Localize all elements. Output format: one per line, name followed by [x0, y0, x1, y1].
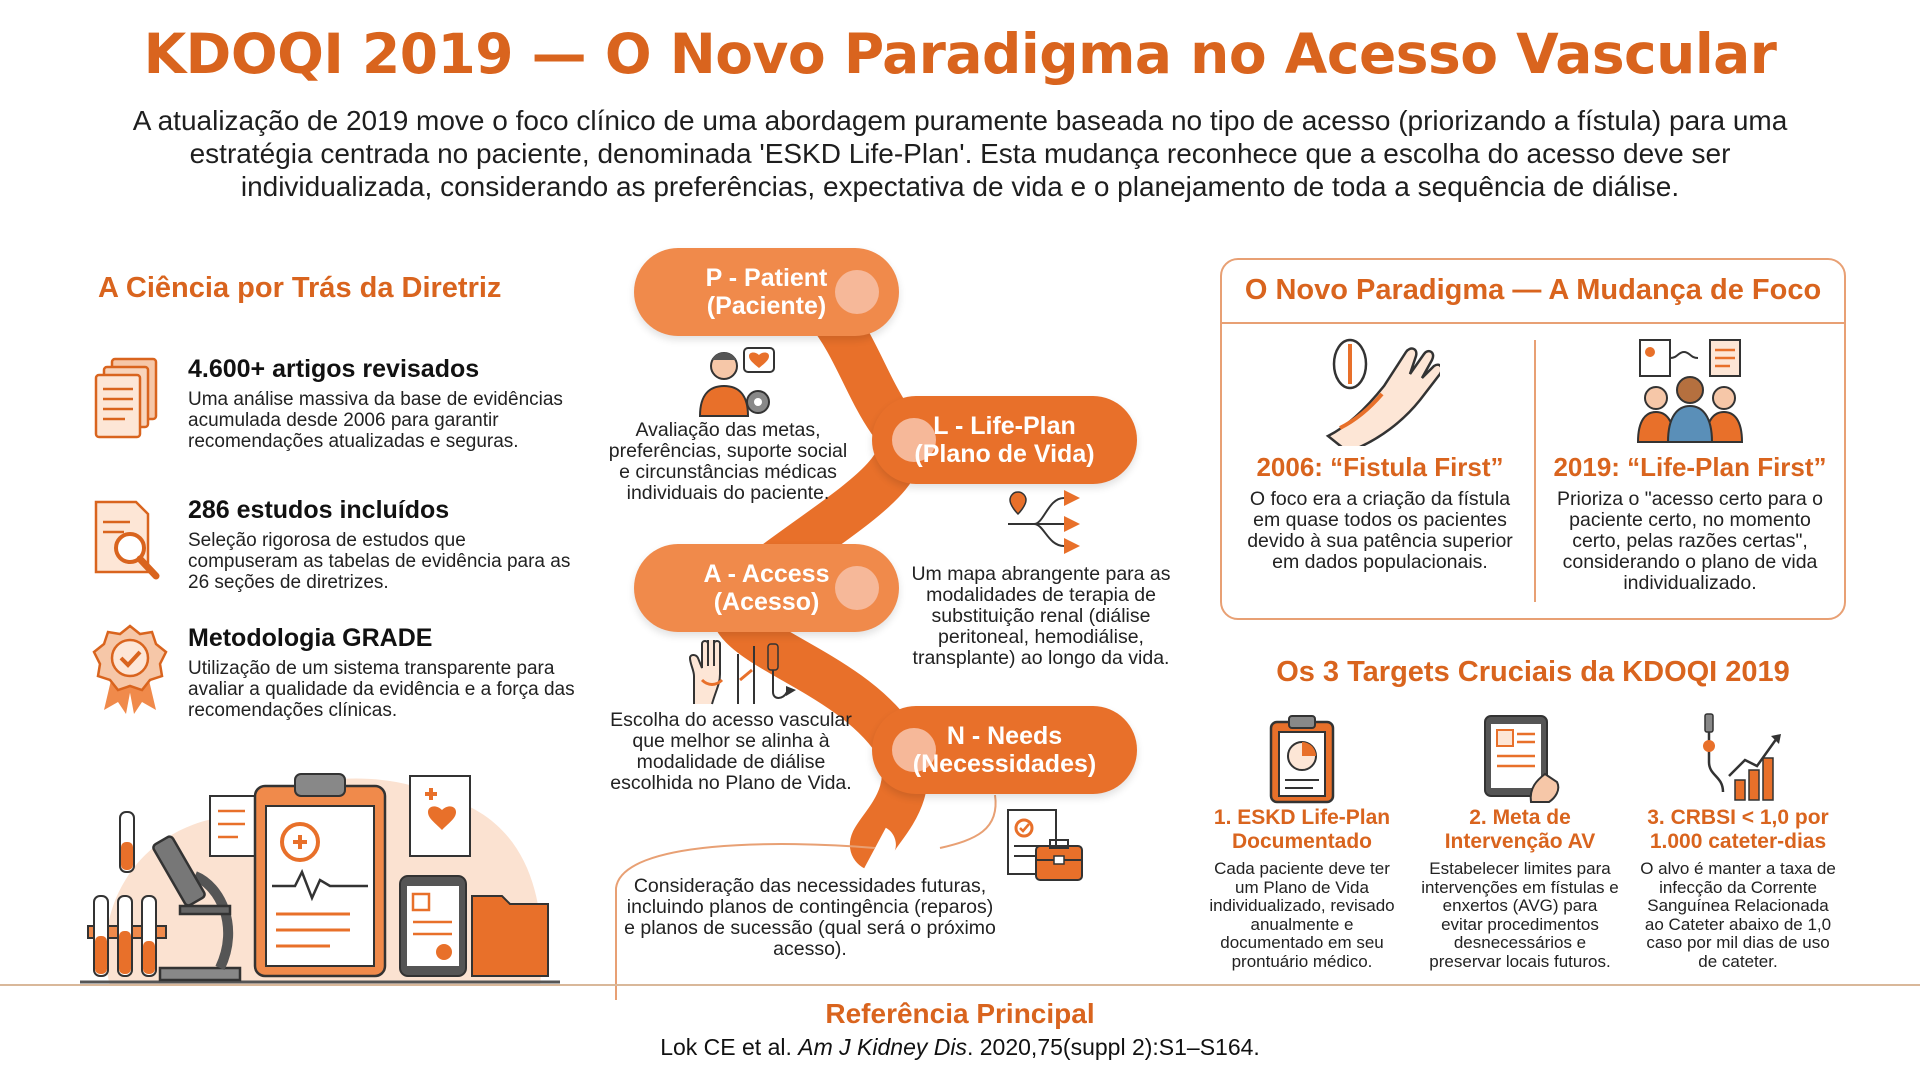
roadmap-icon [1004, 488, 1086, 558]
folder-icon [472, 896, 548, 976]
page-title: KDOQI 2019 — O Novo Paradigma no Acesso Vascular [143, 22, 1777, 86]
plan-step-text: Avaliação das metas, preferências, suporte social e circunstâncias médicas individuais do paciente. [608, 419, 848, 504]
lab-illustration [80, 756, 560, 986]
target-text: Estabelecer limites para intervenções em fístulas e enxertos (AVG) para evitar procedimentos desnecessários e preservar locais futuros. [1421, 859, 1619, 971]
plan-step-access [634, 544, 899, 632]
plan-step-needs [872, 706, 1137, 794]
target-av-intervention [1420, 712, 1620, 971]
plan-step-label: (Plano de Vida) [914, 440, 1095, 468]
plan-step-patient [634, 248, 899, 336]
paradigm-2006 [1230, 336, 1530, 573]
targets-heading: Os 3 Targets Cruciais da KDOQI 2019 [1276, 656, 1790, 688]
paradigm-2019-text: Prioriza o "acesso certo para o paciente certo, no momento certo, pelas razões certas", considerando o plano de vida individualizado. [1557, 488, 1823, 594]
vascular-access-icon [688, 640, 802, 706]
fact-title: Metodologia GRADE [188, 624, 433, 652]
tablet-record-icon [1475, 712, 1565, 804]
plan-step-label: (Paciente) [706, 292, 827, 320]
target-title: 3. CRBSI < 1,0 por 1.000 cateter-dias [1647, 806, 1829, 853]
plan-step-text: Consideração das necessidades futuras, incluindo planos de contingência (reparos) e planos de sucessão (qual será o próximo acesso). [624, 875, 996, 960]
reference-heading: Referência Principal [825, 998, 1095, 1029]
plan-step-label: (Necessidades) [912, 750, 1097, 778]
paradigm-panel [1220, 258, 1846, 620]
fact-grade [90, 624, 575, 754]
paradigm-2006-title: 2006: “Fistula First” [1256, 452, 1504, 482]
reference-details: . 2020,75(suppl 2):S1–S164. [966, 1034, 1260, 1060]
footer-divider [0, 984, 1920, 986]
plan-step-label: (Acesso) [713, 588, 820, 616]
paradigm-2019-title: 2019: “Life-Plan First” [1553, 452, 1827, 482]
fact-title: 4.600+ artigos revisados [188, 355, 480, 383]
plan-flow [600, 240, 1180, 1000]
reference-authors: Lok CE et al. [660, 1034, 799, 1060]
plan-step-label: L - Life-Plan [933, 412, 1076, 440]
tablet-icon [400, 876, 466, 976]
target-text: O alvo é manter a taxa de infecção da Corrente Sanguínea Relacionada ao Cateter abaixo de 1,0 caso por mil dias de uso de cateter. [1640, 859, 1836, 971]
paradigm-2006-text: O foco era a criação da fístula em quase todos os pacientes devido à sua patência superior em dados populacionais. [1247, 488, 1513, 573]
medical-clipboard-icon [255, 774, 385, 976]
heart-document-icon [410, 776, 470, 856]
fact-text: Uma análise massiva da base de evidências acumulada desde 2006 para garantir recomendações atualizadas e seguras. [188, 389, 563, 452]
fact-studies [90, 496, 570, 626]
target-text: Cada paciente deve ter um Plano de Vida individualizado, revisado anualmente e documentado em seu prontuário médico. [1209, 859, 1395, 971]
fact-text: Seleção rigorosa de estudos que compuseram as tabelas de evidência para as 26 seções de diretrizes. [188, 530, 571, 593]
magnifier-document-icon [90, 496, 170, 586]
target-life-plan [1202, 712, 1402, 971]
documents-icon [90, 355, 170, 445]
plan-step-label: A - Access [703, 560, 830, 588]
checklist-kit-icon [1004, 806, 1086, 882]
award-badge-icon [90, 624, 170, 714]
target-title: 1. ESKD Life-Plan Documentado [1213, 806, 1391, 853]
fact-articles [90, 355, 570, 485]
intro-paragraph: A atualização de 2019 move o foco clínico de uma abordagem puramente baseada no tipo de acesso (priorizando a fístula) para uma estratégia centrada no paciente, denominada 'ESKD Life-Plan'. Esta mudança reconhece que a escolha do acesso deve ser individualizada, considerando as preferências, expectativa de vida e o planejamento de toda a sequência de diálise. [132, 105, 1788, 202]
science-heading: A Ciência por Trás da Diretriz [98, 272, 502, 304]
fact-text: Utilização de um sistema transparente para avaliar a qualidade da evidência e a força das recomendações clínicas. [188, 658, 575, 721]
patient-heart-icon [698, 346, 778, 418]
document-icon [210, 796, 255, 856]
plan-step-text: Um mapa abrangente para as modalidades de terapia de substituição renal (diálise peritoneal, hemodiálise, transplante) ao longo da vida. [911, 563, 1171, 669]
arm-fistula-icon [1320, 336, 1440, 446]
target-title: 2. Meta de Intervenção AV [1444, 806, 1596, 853]
reference-citation [0, 1034, 1920, 1061]
paradigm-heading: O Novo Paradigma — A Mudança de Foco [1244, 274, 1822, 306]
fact-title: 286 estudos incluídos [188, 496, 450, 524]
clipboard-chart-icon [1257, 712, 1347, 804]
plan-step-label: N - Needs [946, 722, 1063, 750]
target-crbsi [1638, 712, 1838, 971]
catheter-chart-icon [1693, 712, 1783, 804]
people-plan-icon [1630, 336, 1750, 446]
paradigm-2019 [1540, 336, 1840, 594]
plan-step-text: Escolha do acesso vascular que melhor se alinha à modalidade de diálise escolhida no Plano de Vida. [610, 709, 852, 794]
reference-journal: Am J Kidney Dis [798, 1034, 967, 1060]
plan-step-label: P - Patient [705, 264, 828, 292]
plan-step-lifeplan [872, 396, 1137, 484]
